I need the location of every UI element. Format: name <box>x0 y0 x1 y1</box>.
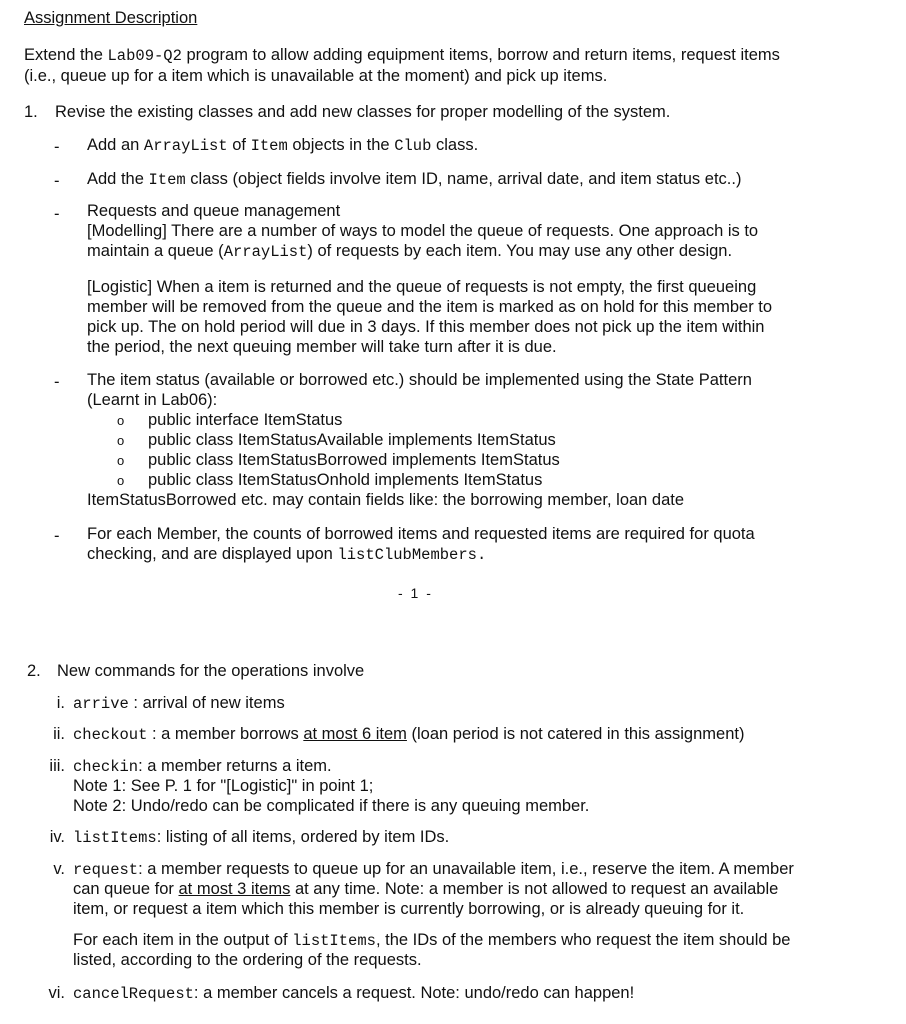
modelling-line-2: maintain a queue (ArrayList) of requests by each item. You may use any other design. <box>87 242 733 261</box>
circle-bullet: o <box>117 473 125 488</box>
roman-v: v. <box>53 860 65 878</box>
status-class-1: public interface ItemStatus <box>148 411 343 429</box>
section1-number: 1. <box>24 103 38 121</box>
logistic-line-1: [Logistic] When a item is returned and the queue of requests is not empty, the first queueing <box>87 278 757 296</box>
intro-text-2: program to allow adding equipment items, borrow and return items, request items <box>186 46 780 64</box>
checkin-note-2: Note 2: Undo/redo can be complicated if there is any queuing member. <box>73 797 590 815</box>
intro-code: Lab09-Q2 <box>107 47 182 65</box>
dash-bullet: - <box>54 373 60 391</box>
requests-title: Requests and queue management <box>87 202 341 220</box>
state-pattern-line-1: The item status (available or borrowed etc.) should be implemented using the State Pattern <box>87 371 752 389</box>
cmd-listitems: listItems: listing of all items, ordered by item IDs. <box>73 828 450 847</box>
logistic-line-3: pick up. The on hold period will due in 3 days. If this member does not pick up the item within <box>87 318 765 336</box>
intro-line-1 <box>24 45 844 66</box>
circle-bullet: o <box>117 433 125 448</box>
cmd-request: request: a member requests to queue up for an unavailable item, i.e., reserve the item. A member <box>73 860 794 879</box>
roman-vi: vi. <box>48 984 65 1002</box>
roman-iii: iii. <box>49 757 65 775</box>
section2-number: 2. <box>27 662 41 680</box>
dash-bullet: - <box>54 138 60 156</box>
state-pattern-line-2: (Learnt in Lab06): <box>87 391 218 409</box>
roman-ii: ii. <box>53 725 65 743</box>
checkin-note-1: Note 1: See P. 1 for "[Logistic]" in point 1; <box>73 777 374 795</box>
status-class-4: public class ItemStatusOnhold implements ItemStatus <box>148 471 543 489</box>
logistic-line-2: member will be removed from the queue and the item is marked as on hold for this member to <box>87 298 773 316</box>
cmd-checkout: checkout : a member borrows at most 6 item (loan period is not catered in this assignment) <box>73 725 745 744</box>
intro-line-2: (i.e., queue up for a item which is unavailable at the moment) and pick up items. <box>24 67 608 85</box>
section2-title: New commands for the operations involve <box>57 662 365 680</box>
request-listitems-line-2: listed, according to the ordering of the requests. <box>73 951 422 969</box>
page-number: - 1 - <box>398 585 433 601</box>
status-class-3: public class ItemStatusBorrowed implements ItemStatus <box>148 451 560 469</box>
intro-text: Extend the <box>24 46 103 64</box>
member-counts-line-1: For each Member, the counts of borrowed items and requested items are required for quota <box>87 525 755 543</box>
cmd-checkin: checkin: a member returns a item. <box>73 757 332 776</box>
dash-bullet: - <box>54 205 60 223</box>
bullet-item-class: Add the Item class (object fields involve item ID, name, arrival date, and item status etc..) <box>87 170 742 189</box>
cmd-arrive: arrive : arrival of new items <box>73 694 285 713</box>
status-fields-note: ItemStatusBorrowed etc. may contain fields like: the borrowing member, loan date <box>87 491 685 509</box>
status-class-2: public class ItemStatusAvailable implements ItemStatus <box>148 431 556 449</box>
modelling-line-1: [Modelling] There are a number of ways to model the queue of requests. One approach is to <box>87 222 759 240</box>
bullet-arraylist: Add an ArrayList of Item objects in the Club class. <box>87 136 479 155</box>
dash-bullet: - <box>54 527 60 545</box>
member-counts-line-2: checking, and are displayed upon listClubMembers. <box>87 545 487 564</box>
logistic-line-4: the period, the next queuing member will take turn after it is due. <box>87 338 557 356</box>
cmd-cancelrequest: cancelRequest: a member cancels a request. Note: undo/redo can happen! <box>73 984 635 1003</box>
dash-bullet: - <box>54 172 60 190</box>
roman-i: i. <box>56 694 65 712</box>
roman-iv: iv. <box>49 828 65 846</box>
section1-title: Revise the existing classes and add new classes for proper modelling of the system. <box>55 103 671 121</box>
request-line-2: can queue for at most 3 items at any time. Note: a member is not allowed to request an available <box>73 880 779 898</box>
request-line-3: item, or request a item which this member is currently borrowing, or is already queuing for it. <box>73 900 745 918</box>
assignment-heading: Assignment Description <box>24 9 198 27</box>
request-listitems-line-1: For each item in the output of listItems, the IDs of the members who request the item should be <box>73 931 791 950</box>
circle-bullet: o <box>117 413 125 428</box>
circle-bullet: o <box>117 453 125 468</box>
